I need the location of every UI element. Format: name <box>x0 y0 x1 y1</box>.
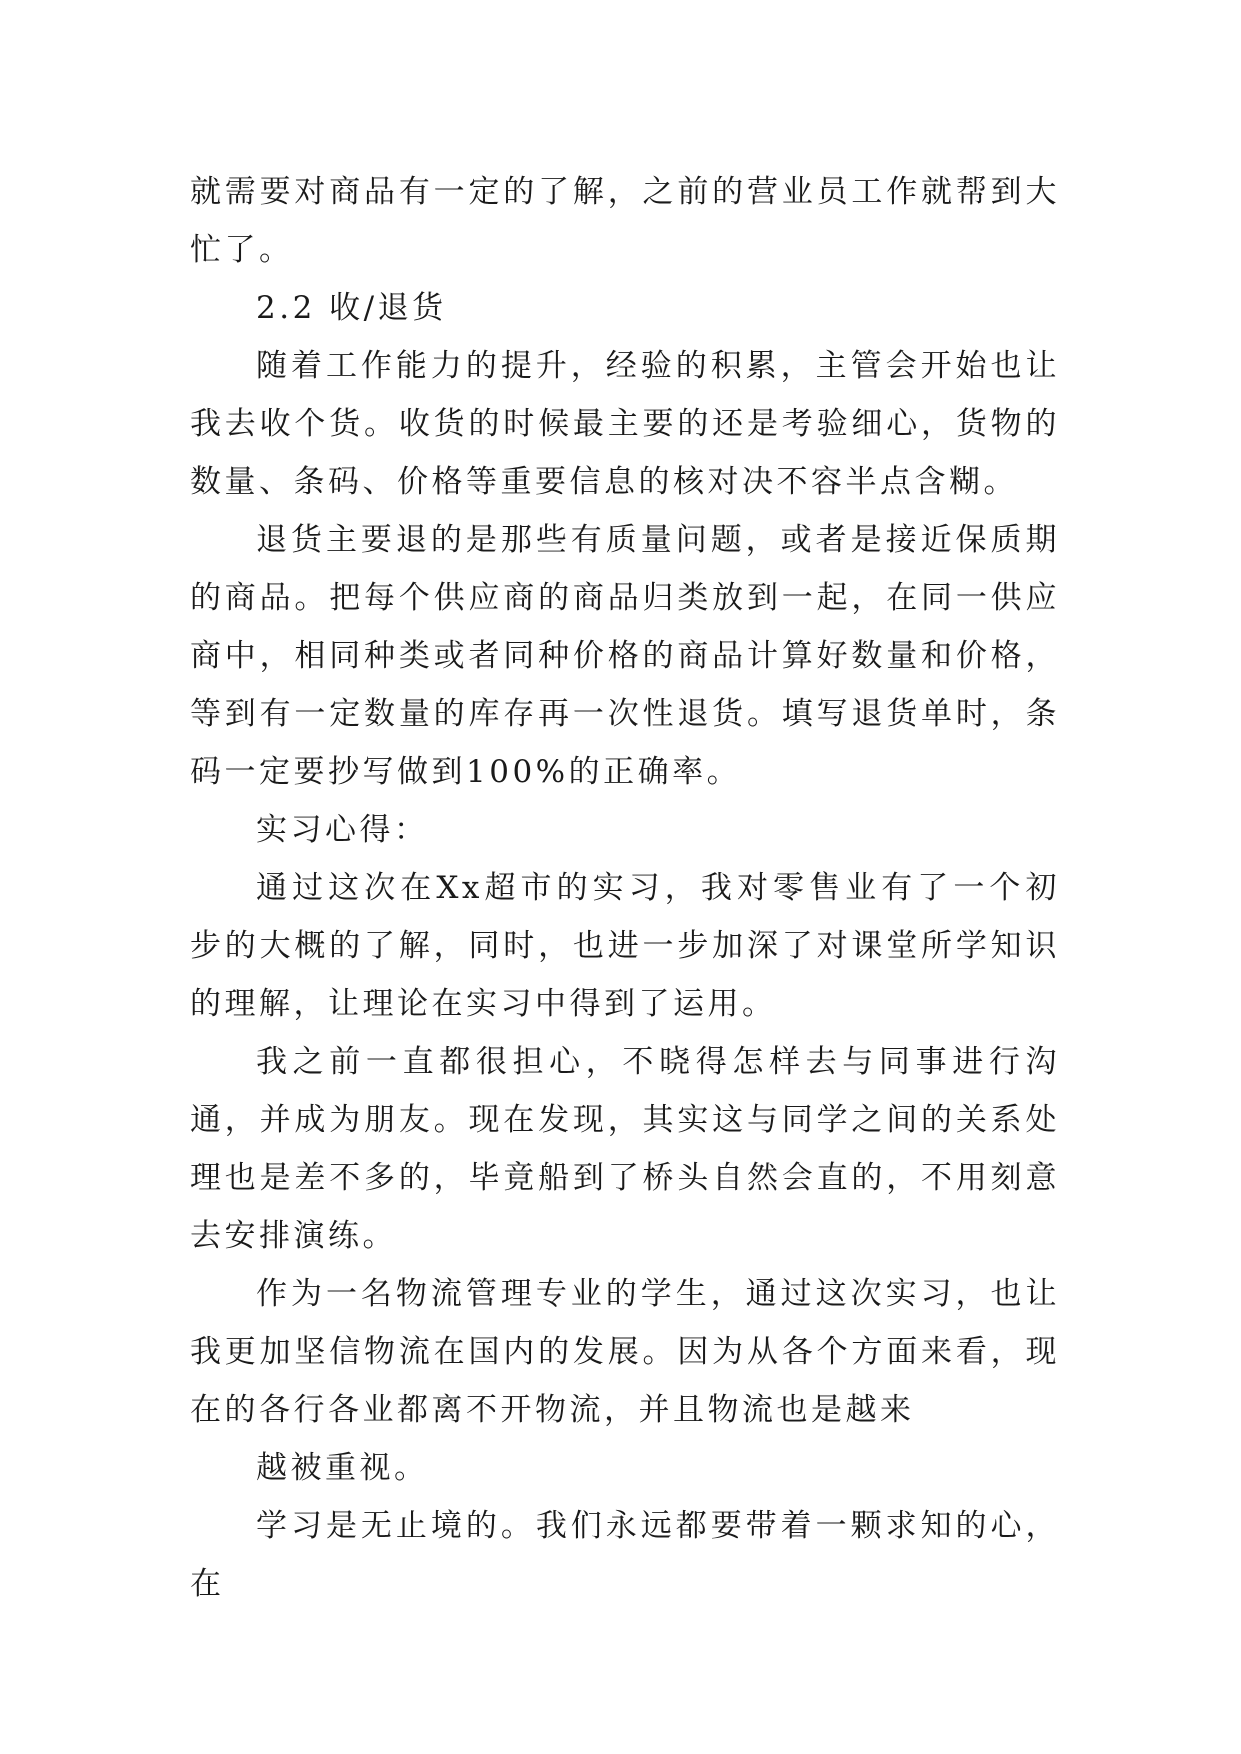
paragraph-valued: 越被重视。 <box>256 1450 429 1486</box>
paragraph-continuation: 就需要对商品有一定的了解，之前的营业员工作就帮到大忙了。 <box>190 174 1060 268</box>
paragraph-colleague-communication: 我之前一直都很担心，不晓得怎样去与同事进行沟通，并成为朋友。现在发现，其实这与同学之间的关系处理也是差不多的，毕竟船到了桥头自然会直的，不用刻意去安排演练。 <box>190 1044 1060 1254</box>
document-page <box>190 163 1060 1613</box>
section-heading-receive-return: 2.2 收/退货 <box>256 290 447 326</box>
paragraph-logistics-student: 作为一名物流管理专业的学生，通过这次实习，也让我更加坚信物流在国内的发展。因为从各个方面来看，现在的各行各业都离不开物流，并且物流也是越来 <box>190 1276 1060 1428</box>
paragraph-retail-understanding: 通过这次在Xx超市的实习，我对零售业有了一个初步的大概的了解，同时，也进一步加深了对课堂所学知识的理解，让理论在实习中得到了运用。 <box>190 870 1060 1022</box>
section-heading-internship-reflection: 实习心得： <box>256 812 429 848</box>
paragraph-learning: 学习是无止境的。我们永远都要带着一颗求知的心，在 <box>190 1508 1060 1602</box>
paragraph-returns: 退货主要退的是那些有质量问题，或者是接近保质期的商品。把每个供应商的商品归类放到一起，在同一供应商中，相同种类或者同种价格的商品计算好数量和价格，等到有一定数量的库存再一次性退货。填写退货单时，条码一定要抄写做到100%的正确率。 <box>190 522 1060 790</box>
paragraph-receiving: 随着工作能力的提升，经验的积累，主管会开始也让我去收个货。收货的时候最主要的还是考验细心，货物的数量、条码、价格等重要信息的核对决不容半点含糊。 <box>190 348 1060 500</box>
